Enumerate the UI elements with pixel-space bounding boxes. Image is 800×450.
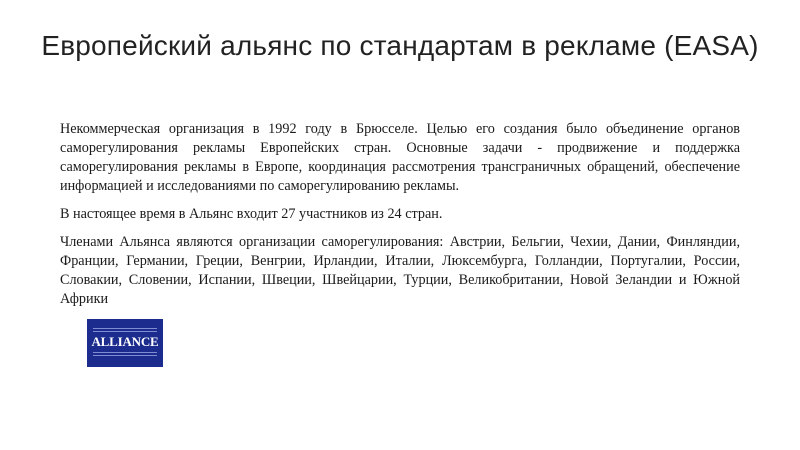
logo-rule-top-2 bbox=[93, 331, 157, 332]
logo-rule-bottom-1 bbox=[93, 352, 157, 353]
slide-body bbox=[60, 120, 740, 318]
logo-rule-bottom-2 bbox=[93, 355, 157, 356]
slide-title: Европейский альянс по стандартам в рекламе (EASA) bbox=[41, 30, 759, 61]
alliance-logo bbox=[87, 319, 163, 367]
paragraph-members-list: Членами Альянса являются организации саморегулирования: Австрии, Бельгии, Чехии, Дании, Финляндии, Франции, Германии, Греции, Венгрии, Ирландии, Италии, Люксембурга, Голландии, Португалии, России, Словакии, Словении, Испании, Швеции, Швейцарии, Турции, Великобритании, Новой Зеландии и Южной Африки bbox=[60, 234, 740, 307]
paragraph-about: Некоммерческая организация в 1992 году в Брюсселе. Целью его создания было объединение органов саморегулирования рекламы Европейских стран. Основные задачи - продвижение и поддержка саморегулирования рекламы в Европе, координация рассмотрения трансграничных обращений, обеспечение информацией и исследованиями по саморегулированию рекламы. bbox=[60, 121, 740, 194]
logo-rule-top-1 bbox=[93, 328, 157, 329]
logo-wordmark: ALLIANCE bbox=[91, 334, 159, 349]
paragraph-members-count: В настоящее время в Альянс входит 27 участников из 24 стран. bbox=[60, 206, 443, 222]
